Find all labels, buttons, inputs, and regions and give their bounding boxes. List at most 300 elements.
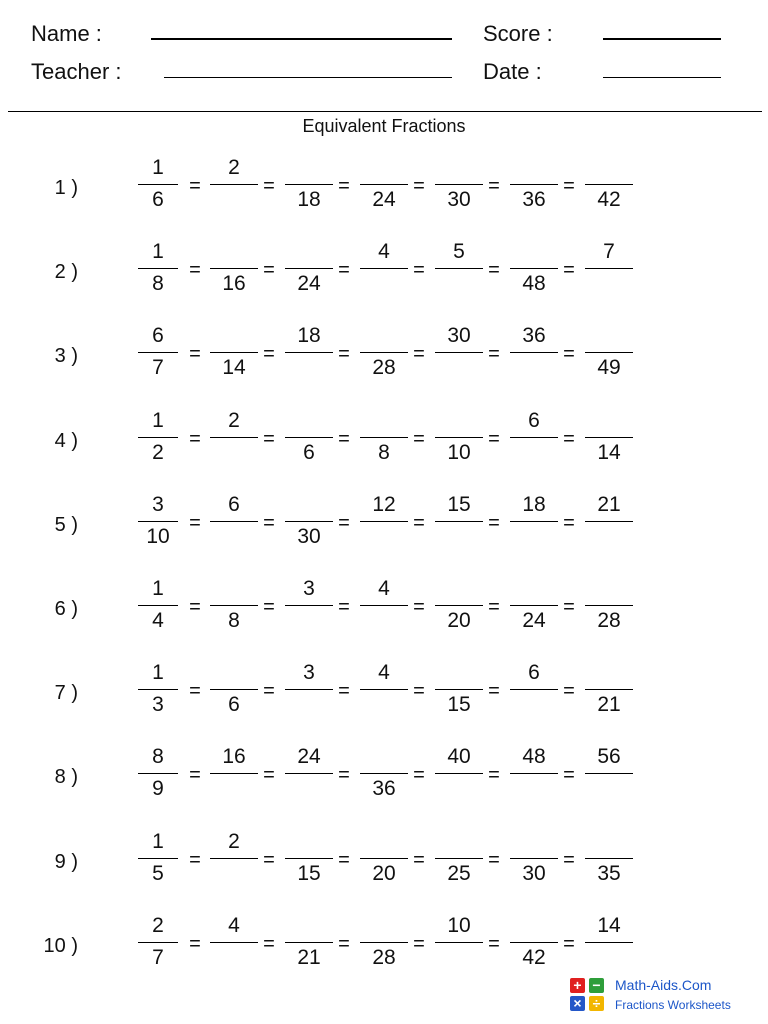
equivalent-fraction <box>285 489 333 553</box>
numerator: 4 <box>378 577 390 600</box>
equals-sign: = <box>263 680 275 703</box>
equivalent-fraction <box>210 320 258 384</box>
fraction-bar <box>435 858 483 859</box>
problem-row <box>0 910 768 980</box>
numerator: 4 <box>228 913 240 937</box>
equivalent-fraction <box>285 320 333 384</box>
problem-row <box>0 236 768 306</box>
given-fraction <box>138 910 178 974</box>
numerator: 40 <box>447 745 471 769</box>
equals-sign: = <box>189 343 201 366</box>
denominator-blank[interactable] <box>285 609 333 633</box>
equivalent-fraction <box>210 657 258 721</box>
denominator: 48 <box>522 272 546 296</box>
fraction-bar <box>510 605 558 606</box>
name-field[interactable] <box>151 38 452 40</box>
denominator: 24 <box>522 609 546 632</box>
numerator-blank[interactable] <box>585 324 633 348</box>
denominator: 16 <box>222 272 246 296</box>
equals-sign: = <box>189 596 201 618</box>
numerator-blank[interactable] <box>435 661 483 685</box>
equals-sign: = <box>413 764 425 787</box>
equals-sign: = <box>263 259 275 282</box>
equals-sign: = <box>338 427 350 450</box>
equals-sign: = <box>563 511 575 534</box>
fraction-bar <box>210 689 258 690</box>
equals-sign: = <box>263 932 275 955</box>
equals-sign: = <box>338 596 350 618</box>
denominator: 15 <box>447 693 471 717</box>
fraction-bar <box>510 942 558 943</box>
denominator: 28 <box>372 945 396 969</box>
denominator-blank[interactable] <box>360 525 408 549</box>
numerator: 6 <box>528 661 540 685</box>
equals-sign: = <box>189 511 201 534</box>
problem-number: 2 ) <box>54 261 78 284</box>
denominator: 18 <box>297 188 321 211</box>
equals-sign: = <box>338 848 350 871</box>
numerator: 3 <box>152 492 164 516</box>
equivalent-fraction <box>210 236 258 300</box>
problem-number: 3 ) <box>54 345 78 368</box>
fraction-bar <box>585 437 633 438</box>
fraction-bar <box>210 942 258 943</box>
fraction-bar <box>510 773 558 774</box>
problem-row <box>0 152 768 222</box>
equals-sign: = <box>413 427 425 450</box>
equals-sign: = <box>263 175 275 197</box>
fraction-bar <box>510 521 558 522</box>
denominator-blank[interactable] <box>285 693 333 717</box>
numerator: 7 <box>603 240 615 264</box>
name-label: Name : <box>31 21 102 46</box>
denominator-blank[interactable] <box>210 525 258 549</box>
numerator: 12 <box>372 492 396 516</box>
numerator-blank[interactable] <box>435 409 483 433</box>
denominator: 21 <box>597 693 621 717</box>
numerator: 14 <box>597 913 621 937</box>
denominator: 25 <box>447 861 471 885</box>
equals-sign: = <box>413 680 425 703</box>
denominator: 8 <box>378 440 390 464</box>
denominator: 30 <box>447 188 471 211</box>
denominator-blank[interactable] <box>585 777 633 801</box>
numerator-blank[interactable] <box>510 914 558 938</box>
numerator-blank[interactable] <box>210 240 258 264</box>
denominator-blank[interactable] <box>510 525 558 549</box>
equivalent-fraction <box>210 489 258 553</box>
equals-sign: = <box>189 259 201 282</box>
problem-number: 7 ) <box>54 682 78 705</box>
date-field[interactable] <box>603 77 721 78</box>
fraction-bar <box>360 268 408 269</box>
equivalent-fraction <box>585 657 633 721</box>
equals-sign: = <box>413 511 425 534</box>
fraction-bar <box>435 184 483 185</box>
equals-sign: = <box>413 175 425 197</box>
denominator-blank[interactable] <box>210 862 258 886</box>
numerator-blank[interactable] <box>285 409 333 433</box>
numerator: 36 <box>522 324 546 348</box>
equivalent-fraction <box>285 910 333 974</box>
fraction-bar <box>585 352 633 353</box>
fraction-bar <box>138 521 178 522</box>
fraction-bar <box>285 858 333 859</box>
fraction-bar <box>585 605 633 606</box>
equals-sign: = <box>488 511 500 534</box>
numerator-blank[interactable] <box>285 914 333 938</box>
fraction-bar <box>138 858 178 859</box>
numerator-blank[interactable] <box>435 577 483 601</box>
fraction-bar <box>138 773 178 774</box>
denominator-blank[interactable] <box>435 525 483 549</box>
equals-sign: = <box>413 596 425 618</box>
problem-number: 9 ) <box>54 850 78 873</box>
equivalent-fraction <box>360 741 408 805</box>
equivalent-fraction <box>285 657 333 721</box>
equivalent-fraction <box>510 405 558 469</box>
fraction-bar <box>285 521 333 522</box>
numerator-blank[interactable] <box>285 493 333 517</box>
fraction-bar <box>138 605 178 606</box>
denominator: 42 <box>522 945 546 969</box>
fraction-bar <box>435 605 483 606</box>
equals-sign: = <box>488 427 500 450</box>
equals-sign: = <box>263 427 275 450</box>
fraction-bar <box>435 437 483 438</box>
equals-sign: = <box>263 511 275 534</box>
numerator-blank[interactable] <box>585 577 633 601</box>
worksheet-title: Equivalent Fractions <box>302 116 466 136</box>
fraction-bar <box>510 858 558 859</box>
problem-number: 5 ) <box>54 513 78 536</box>
numerator: 10 <box>447 913 471 937</box>
denominator-blank[interactable] <box>210 441 258 465</box>
fraction-bar <box>210 352 258 353</box>
denominator-blank[interactable] <box>435 356 483 380</box>
equals-sign: = <box>563 764 575 787</box>
equivalent-fraction <box>585 910 633 974</box>
denominator-blank[interactable] <box>210 946 258 970</box>
date-label: Date : <box>483 59 542 84</box>
numerator: 18 <box>522 492 546 516</box>
numerator-blank[interactable] <box>360 745 408 769</box>
equivalent-fraction <box>510 741 558 805</box>
problem-row <box>0 320 768 390</box>
numerator: 1 <box>152 577 164 600</box>
denominator: 30 <box>297 524 321 548</box>
denominator-blank[interactable] <box>510 441 558 465</box>
numerator: 1 <box>152 829 164 853</box>
denominator: 42 <box>597 188 621 211</box>
fraction-bar <box>360 773 408 774</box>
denominator-blank[interactable] <box>360 693 408 717</box>
numerator-blank[interactable] <box>360 324 408 348</box>
equivalent-fraction <box>510 826 558 890</box>
equivalent-fraction <box>210 152 258 216</box>
denominator-blank[interactable] <box>510 777 558 801</box>
denominator: 7 <box>152 356 164 380</box>
fraction-bar <box>138 184 178 185</box>
equivalent-fraction <box>360 910 408 974</box>
numerator-blank[interactable] <box>585 830 633 854</box>
score-field[interactable] <box>603 38 721 40</box>
equals-sign: = <box>338 175 350 197</box>
denominator: 24 <box>372 188 396 211</box>
equivalent-fraction <box>210 405 258 469</box>
equivalent-fraction <box>510 573 558 637</box>
equivalent-fraction <box>510 152 558 216</box>
numerator: 1 <box>152 408 164 432</box>
equals-sign: = <box>563 932 575 955</box>
equals-sign: = <box>338 343 350 366</box>
equals-sign: = <box>563 343 575 366</box>
fraction-bar <box>210 858 258 859</box>
denominator-blank[interactable] <box>585 272 633 296</box>
fraction-bar <box>360 437 408 438</box>
denominator: 15 <box>297 861 321 885</box>
equivalent-fraction <box>360 320 408 384</box>
fraction-bar <box>210 521 258 522</box>
numerator-blank[interactable] <box>360 830 408 854</box>
numerator-blank[interactable] <box>360 156 408 180</box>
fraction-bar <box>435 689 483 690</box>
numerator-blank[interactable] <box>210 661 258 685</box>
fraction-bar <box>210 773 258 774</box>
numerator-blank[interactable] <box>585 409 633 433</box>
denominator: 6 <box>228 693 240 717</box>
header-divider <box>8 111 762 112</box>
fraction-bar <box>585 858 633 859</box>
fraction-bar <box>435 352 483 353</box>
denominator-blank[interactable] <box>285 777 333 801</box>
equivalent-fraction <box>285 152 333 216</box>
numerator: 48 <box>522 745 546 769</box>
given-fraction <box>138 657 178 721</box>
denominator: 8 <box>228 609 240 632</box>
fraction-bar <box>435 521 483 522</box>
equals-sign: = <box>563 848 575 871</box>
equivalent-fraction <box>360 826 408 890</box>
numerator-blank[interactable] <box>285 830 333 854</box>
equivalent-fraction <box>435 236 483 300</box>
denominator: 20 <box>372 861 396 885</box>
problem-row <box>0 573 768 643</box>
numerator-blank[interactable] <box>360 914 408 938</box>
numerator-blank[interactable] <box>360 409 408 433</box>
fraction-bar <box>435 268 483 269</box>
denominator-blank[interactable] <box>435 272 483 296</box>
fraction-bar <box>360 352 408 353</box>
numerator-blank[interactable] <box>510 240 558 264</box>
equals-sign: = <box>338 259 350 282</box>
problem-row <box>0 741 768 811</box>
fraction-bar <box>210 184 258 185</box>
numerator: 21 <box>597 492 621 516</box>
equivalent-fraction <box>435 826 483 890</box>
given-fraction <box>138 826 178 890</box>
denominator-blank[interactable] <box>510 356 558 380</box>
denominator: 2 <box>152 440 164 464</box>
denominator: 36 <box>522 188 546 211</box>
fraction-bar <box>285 352 333 353</box>
equals-sign: = <box>338 511 350 534</box>
numerator-blank[interactable] <box>510 830 558 854</box>
denominator: 7 <box>152 945 164 969</box>
equivalent-fraction <box>210 573 258 637</box>
numerator: 3 <box>303 661 315 685</box>
problem-number: 1 ) <box>54 177 78 199</box>
equals-sign: = <box>563 427 575 450</box>
denominator: 10 <box>146 524 170 548</box>
fraction-bar <box>435 942 483 943</box>
equivalent-fraction <box>585 741 633 805</box>
fraction-bar <box>138 437 178 438</box>
equivalent-fraction <box>510 236 558 300</box>
minus-icon: − <box>589 978 604 993</box>
denominator: 4 <box>152 609 164 632</box>
numerator: 1 <box>152 240 164 264</box>
equals-sign: = <box>338 680 350 703</box>
given-fraction <box>138 405 178 469</box>
equals-sign: = <box>189 932 201 955</box>
logo-subtitle: Fractions Worksheets <box>615 998 731 1012</box>
equivalent-fraction <box>435 489 483 553</box>
equals-sign: = <box>338 764 350 787</box>
denominator: 20 <box>447 609 471 632</box>
denominator: 24 <box>297 272 321 296</box>
numerator-blank[interactable] <box>210 577 258 601</box>
fraction-bar <box>285 437 333 438</box>
equivalent-fraction <box>510 910 558 974</box>
numerator: 30 <box>447 324 471 348</box>
equals-sign: = <box>189 427 201 450</box>
denominator-blank[interactable] <box>285 356 333 380</box>
teacher-label: Teacher : <box>31 59 122 84</box>
equivalent-fraction <box>435 910 483 974</box>
fraction-bar <box>210 437 258 438</box>
equals-sign: = <box>488 680 500 703</box>
fraction-bar <box>360 858 408 859</box>
denominator: 8 <box>152 272 164 296</box>
fraction-bar <box>360 605 408 606</box>
fraction-bar <box>360 942 408 943</box>
given-fraction <box>138 320 178 384</box>
numerator-blank[interactable] <box>285 240 333 264</box>
denominator-blank[interactable] <box>435 946 483 970</box>
numerator: 8 <box>152 745 164 769</box>
fraction-bar <box>585 184 633 185</box>
fraction-bar <box>585 268 633 269</box>
fraction-bar <box>285 268 333 269</box>
fraction-bar <box>138 942 178 943</box>
equals-sign: = <box>488 848 500 871</box>
denominator: 14 <box>222 356 246 380</box>
numerator: 2 <box>228 829 240 853</box>
equivalent-fraction <box>435 657 483 721</box>
equivalent-fraction <box>510 489 558 553</box>
equivalent-fraction <box>360 573 408 637</box>
denominator-blank[interactable] <box>360 609 408 633</box>
equivalent-fraction <box>585 236 633 300</box>
denominator: 5 <box>152 861 164 885</box>
denominator-blank[interactable] <box>210 188 258 212</box>
numerator-blank[interactable] <box>585 156 633 180</box>
numerator-blank[interactable] <box>435 156 483 180</box>
numerator-blank[interactable] <box>285 156 333 180</box>
denominator-blank[interactable] <box>360 272 408 296</box>
equivalent-fraction <box>585 152 633 216</box>
equals-sign: = <box>488 596 500 618</box>
plus-icon: + <box>570 978 585 993</box>
numerator: 2 <box>152 913 164 937</box>
numerator-blank[interactable] <box>510 577 558 601</box>
equals-sign: = <box>263 343 275 366</box>
equivalent-fraction <box>360 405 408 469</box>
fraction-bar <box>138 268 178 269</box>
equals-sign: = <box>413 343 425 366</box>
equals-sign: = <box>488 343 500 366</box>
problem-row <box>0 657 768 727</box>
denominator: 6 <box>152 188 164 211</box>
numerator-blank[interactable] <box>435 830 483 854</box>
given-fraction <box>138 573 178 637</box>
teacher-field[interactable] <box>164 77 452 78</box>
equivalent-fraction <box>510 320 558 384</box>
denominator-blank[interactable] <box>210 777 258 801</box>
divide-icon: ÷ <box>589 996 604 1011</box>
problem-number: 4 ) <box>54 429 78 452</box>
denominator-blank[interactable] <box>585 946 633 970</box>
numerator-blank[interactable] <box>510 156 558 180</box>
equivalent-fraction <box>285 573 333 637</box>
numerator: 1 <box>152 156 164 179</box>
denominator: 14 <box>597 440 621 464</box>
fraction-bar <box>435 773 483 774</box>
denominator-blank[interactable] <box>435 777 483 801</box>
denominator-blank[interactable] <box>585 525 633 549</box>
denominator-blank[interactable] <box>510 693 558 717</box>
fraction-bar <box>360 689 408 690</box>
fraction-bar <box>510 352 558 353</box>
equals-sign: = <box>189 175 201 197</box>
problem-row <box>0 405 768 475</box>
equivalent-fraction <box>360 489 408 553</box>
numerator-blank[interactable] <box>585 661 633 685</box>
numerator: 4 <box>378 240 390 264</box>
numerator: 1 <box>152 661 164 685</box>
fraction-bar <box>585 521 633 522</box>
equals-sign: = <box>488 764 500 787</box>
equivalent-fraction <box>210 826 258 890</box>
denominator: 35 <box>597 861 621 885</box>
equivalent-fraction <box>585 573 633 637</box>
numerator: 56 <box>597 745 621 769</box>
fraction-bar <box>360 184 408 185</box>
equivalent-fraction <box>210 741 258 805</box>
problem-row <box>0 489 768 559</box>
numerator: 6 <box>228 492 240 516</box>
equals-sign: = <box>563 596 575 618</box>
numerator: 3 <box>303 577 315 600</box>
denominator: 28 <box>597 609 621 632</box>
equals-sign: = <box>189 680 201 703</box>
denominator: 30 <box>522 861 546 885</box>
numerator-blank[interactable] <box>210 324 258 348</box>
numerator: 16 <box>222 745 246 769</box>
equivalent-fraction <box>435 573 483 637</box>
equals-sign: = <box>563 680 575 703</box>
